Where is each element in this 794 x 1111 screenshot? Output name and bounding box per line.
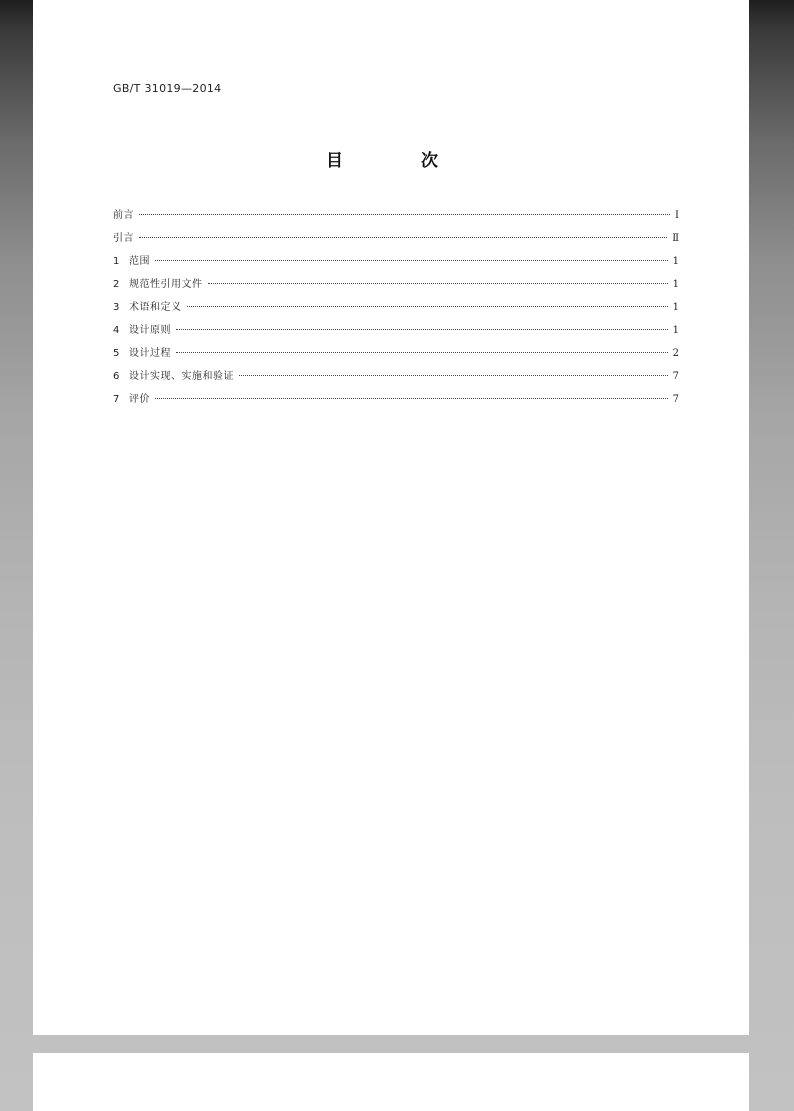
toc-leader-dots [155, 398, 668, 399]
toc-entry-label: 引言 [113, 233, 134, 244]
document-page [33, 0, 749, 1035]
toc-page-number: 1 [672, 302, 679, 313]
toc-entry-number: 6 [113, 371, 120, 382]
toc-entry-number: 1 [113, 256, 120, 267]
toc-page-number: 1 [672, 279, 679, 290]
toc-entry-label: 设计过程 [129, 348, 171, 359]
toc-entry-number: 7 [113, 394, 120, 405]
toc-leader-dots [176, 352, 668, 353]
toc-page-number: 1 [672, 325, 679, 336]
toc-entry-design-principles[interactable] [113, 321, 679, 344]
toc-entry-number: 4 [113, 325, 120, 336]
standard-code: GB/T 31019—2014 [113, 82, 222, 95]
toc-entry-number: 2 [113, 279, 120, 290]
toc-entry-foreword[interactable] [113, 206, 679, 229]
toc-entry-label: 前言 [113, 210, 134, 221]
next-page-edge [33, 1053, 749, 1111]
toc-leader-dots [239, 375, 668, 376]
toc-entry-normative-references[interactable] [113, 275, 679, 298]
toc-leader-dots [176, 329, 668, 330]
toc-page-number: 1 [672, 256, 679, 267]
toc-page-number: 7 [672, 394, 679, 405]
page-title: 目 次 [326, 151, 474, 171]
toc-entry-label: 设计实现、实施和验证 [129, 371, 234, 382]
toc-entry-label: 范围 [129, 256, 150, 267]
toc-leader-dots [187, 306, 668, 307]
toc-entry-label: 设计原则 [129, 325, 171, 336]
toc-entry-introduction[interactable] [113, 229, 679, 252]
toc-entry-evaluation[interactable] [113, 390, 679, 413]
toc-entry-label: 评价 [129, 394, 150, 405]
toc-page-number: Ⅰ [675, 210, 679, 221]
toc-entry-scope[interactable] [113, 252, 679, 275]
toc-leader-dots [139, 237, 667, 238]
toc-entry-number: 5 [113, 348, 120, 359]
toc-page-number: 2 [672, 348, 679, 359]
toc-leader-dots [208, 283, 668, 284]
toc-page-number: Ⅱ [672, 233, 679, 244]
toc-leader-dots [139, 214, 670, 215]
table-of-contents [113, 206, 679, 413]
toc-entry-design-process[interactable] [113, 344, 679, 367]
toc-page-number: 7 [672, 371, 679, 382]
toc-entry-label: 规范性引用文件 [129, 279, 203, 290]
toc-entry-design-implementation[interactable] [113, 367, 679, 390]
toc-entry-terms-definitions[interactable] [113, 298, 679, 321]
toc-entry-label: 术语和定义 [129, 302, 182, 313]
toc-leader-dots [155, 260, 668, 261]
toc-entry-number: 3 [113, 302, 120, 313]
